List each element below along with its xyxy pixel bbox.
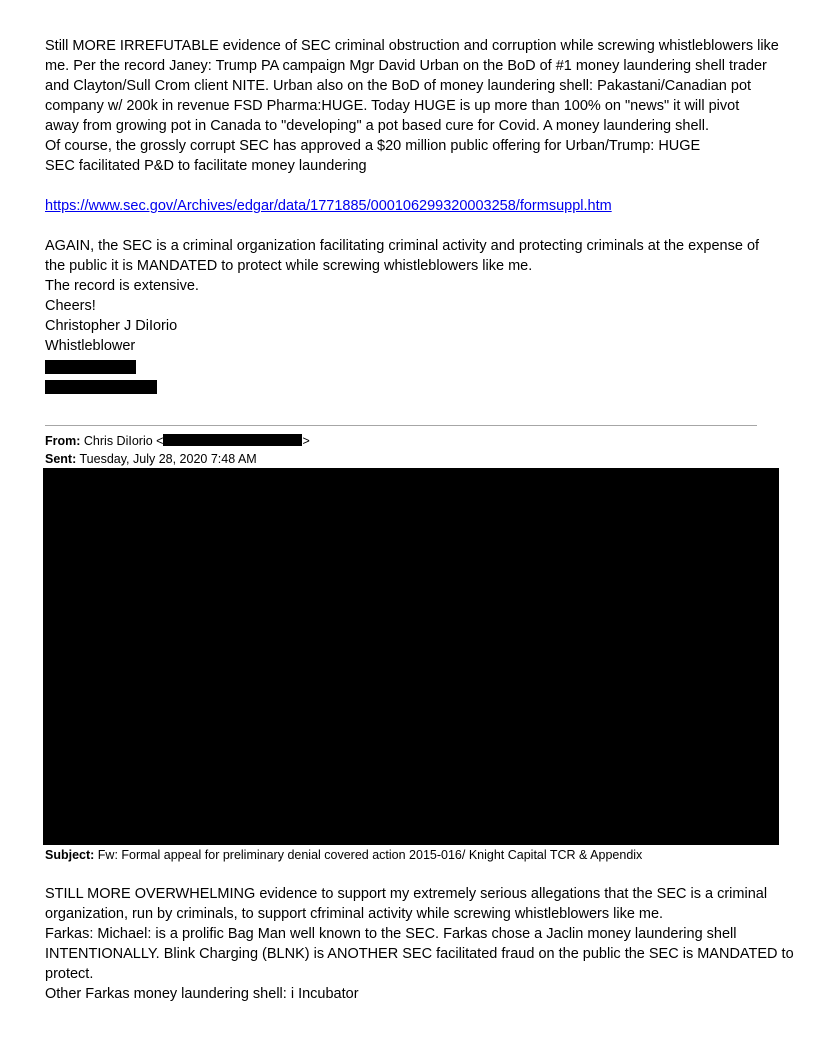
redacted-email [163,434,302,446]
body-text-line: Still MORE IRREFUTABLE evidence of SEC criminal obstruction and corruption while screwing whistleblowers like [45,38,779,54]
large-redaction-block [43,468,779,845]
from-line [45,433,310,450]
body-text-line: SEC facilitated P&D to facilitate money laundering [45,158,367,174]
body-text-line: protect. [45,966,94,982]
body-text-line: organization, run by criminals, to support cfriminal activity while screwing whistleblowers like me. [45,906,664,922]
sent-value: Tuesday, July 28, 2020 7:48 AM [79,452,257,466]
body-text-line: me. Per the record Janey: Trump PA campaign Mgr David Urban on the BoD of #1 money laundering shell trader [45,58,767,74]
signature-name: Christopher J DiIorio [45,318,178,334]
body-text-line: away from growing pot in Canada to "developing" a pot based cure for Covid. A money laundering shell. [45,118,709,134]
from-name: Chris DiIorio < [83,434,164,448]
body-text-line: Other Farkas money laundering shell: i Incubator [45,986,359,1002]
from-label: From: [45,434,81,448]
subject-line [45,847,642,864]
closing-text: Cheers! [45,298,96,314]
sent-label: Sent: [45,452,77,466]
subject-label: Subject: [45,848,95,862]
body-text-line: Farkas: Michael: is a prolific Bag Man well known to the SEC. Farkas chose a Jaclin money laundering shell [45,926,737,942]
from-close: > [302,434,310,448]
message-separator [45,425,757,426]
body-text-line: The record is extensive. [45,278,199,294]
subject-value: Fw: Formal appeal for preliminary denial covered action 2015-016/ Knight Capital TCR & Appendix [97,848,643,862]
body-text-line: the public it is MANDATED to protect while screwing whistleblowers like me. [45,258,533,274]
body-text-line: company w/ 200k in revenue FSD Pharma:HUGE. Today HUGE is up more than 100% on "news" it will pivot [45,98,740,114]
sent-line [45,451,257,468]
body-text-line: STILL MORE OVERWHELMING evidence to support my extremely serious allegations that the SEC is a criminal [45,886,768,902]
sec-filing-link[interactable]: https://www.sec.gov/Archives/edgar/data/1771885/000106299320003258/formsuppl.htm [45,198,612,214]
redaction-block [45,380,157,394]
body-text-line: Of course, the grossly corrupt SEC has approved a $20 million public offering for Urban/Trump: HUGE [45,138,701,154]
redaction-block [45,360,136,374]
body-text-line: AGAIN, the SEC is a criminal organization facilitating criminal activity and protecting criminals at the expense of [45,238,760,254]
signature-title: Whistleblower [45,338,136,354]
body-text-line: and Clayton/Sull Crom client NITE. Urban also on the BoD of money laundering shell: Pakastani/Canadian pot [45,78,752,94]
body-text-line: INTENTIONALLY. Blink Charging (BLNK) is ANOTHER SEC facilitated fraud on the public the SEC is MANDATED to [45,946,794,962]
